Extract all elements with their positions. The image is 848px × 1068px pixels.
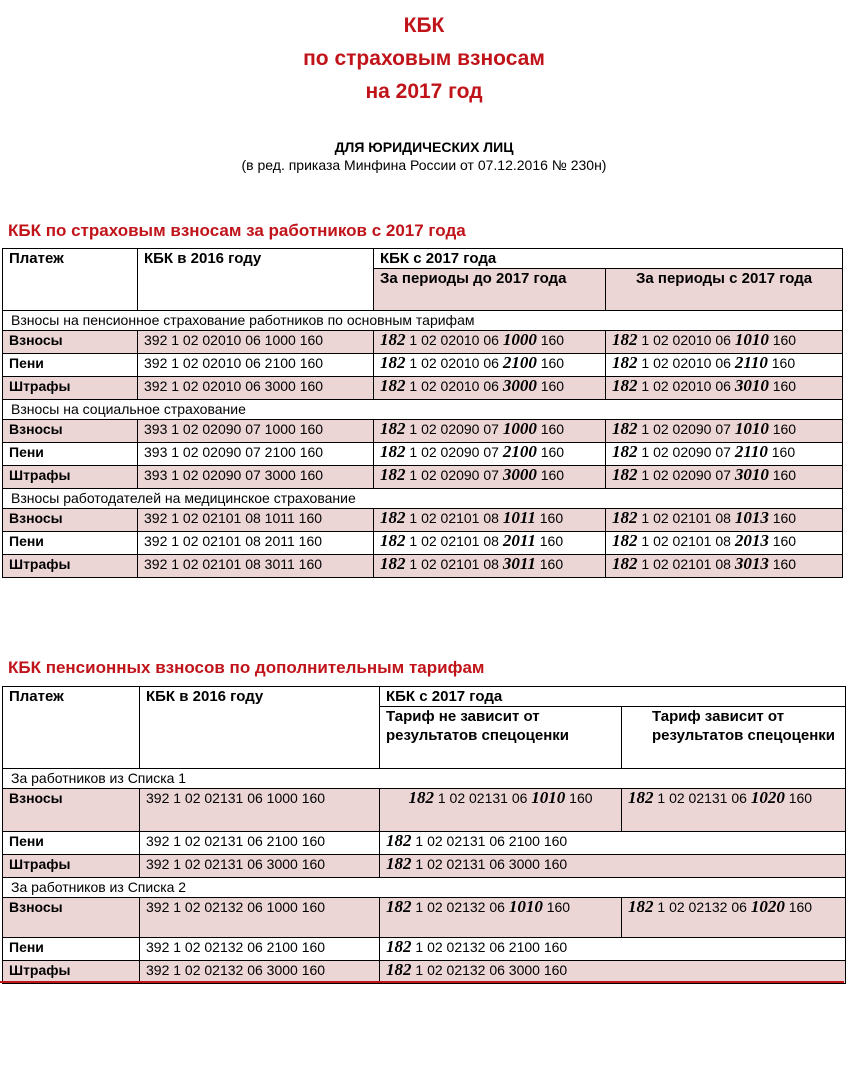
group-title-row: Взносы на социальное страхование <box>3 400 843 420</box>
kbk-admin-code: 182 <box>612 508 638 527</box>
kbk-admin-code: 182 <box>612 376 638 395</box>
kbk-code-middle: 1 02 02132 06 3000 160 <box>415 962 568 978</box>
kbk-before-2017-value <box>374 443 606 466</box>
payment-label: Взносы <box>3 898 140 938</box>
kbk-before-2017-value <box>374 555 606 578</box>
kbk-2016-value: 392 1 02 02101 08 2011 160 <box>138 532 374 555</box>
kbk-type-code: 1011 <box>502 508 536 527</box>
col-header-kbk-2016: КБК в 2016 году <box>140 687 380 769</box>
kbk-2016-value: 392 1 02 02131 06 3000 160 <box>140 855 380 878</box>
kbk-type-code: 1010 <box>734 419 769 438</box>
kbk-code-middle: 1 02 02010 06 <box>641 355 731 371</box>
kbk-admin-code: 182 <box>386 937 412 956</box>
table-row <box>3 532 843 555</box>
group-title-row: Взносы работодателей на медицинское страхование <box>3 489 843 509</box>
payment-label: Взносы <box>3 509 138 532</box>
kbk-before-2017-value <box>374 532 606 555</box>
table-row <box>3 354 843 377</box>
payment-label: Пени <box>3 938 140 961</box>
page-title-line-3: на 2017 год <box>365 80 483 103</box>
kbk-admin-code: 182 <box>380 554 406 573</box>
kbk-code-suffix: 160 <box>546 899 571 915</box>
payment-label: Штрафы <box>3 377 138 400</box>
document-note: (в ред. приказа Минфина России от 07.12.2016 № 230н) <box>241 157 607 173</box>
kbk-code-middle: 1 02 02101 08 <box>641 533 731 549</box>
kbk-tariff-independent-value <box>380 789 622 832</box>
payment-label: Штрафы <box>3 855 140 878</box>
kbk-from-2017-value <box>380 832 846 855</box>
kbk-code-middle: 1 02 02090 07 <box>641 421 731 437</box>
kbk-type-code: 3011 <box>502 554 536 573</box>
kbk-type-code: 1020 <box>750 897 785 916</box>
col-header-kbk-2017: КБК с 2017 года <box>380 687 846 707</box>
kbk-code-middle: 1 02 02131 06 <box>657 790 747 806</box>
kbk-code-suffix: 160 <box>772 510 797 526</box>
kbk-type-code: 2100 <box>502 353 537 372</box>
kbk-type-code: 1010 <box>734 330 769 349</box>
kbk-admin-code: 182 <box>386 854 412 873</box>
kbk-admin-code: 182 <box>380 419 406 438</box>
kbk-from-2017-value <box>606 331 843 354</box>
kbk-code-middle: 1 02 02131 06 3000 160 <box>415 856 568 872</box>
kbk-tariff-dependent-value <box>622 898 846 938</box>
kbk-code-middle: 1 02 02090 07 <box>409 467 499 483</box>
kbk-admin-code: 182 <box>380 353 406 372</box>
table-row <box>3 509 843 532</box>
page-title-line-1: КБК <box>403 14 445 37</box>
kbk-type-code: 3013 <box>734 554 769 573</box>
kbk-code-middle: 1 02 02101 08 <box>409 533 499 549</box>
document-subtitle: ДЛЯ ЮРИДИЧЕСКИХ ЛИЦ <box>334 139 514 155</box>
kbk-code-middle: 1 02 02101 08 <box>641 510 731 526</box>
kbk-code-suffix: 160 <box>788 790 813 806</box>
payment-label: Пени <box>3 832 140 855</box>
kbk-type-code: 1010 <box>531 788 566 807</box>
kbk-code-middle: 1 02 02131 06 2100 160 <box>415 833 568 849</box>
kbk-admin-code: 182 <box>380 531 406 550</box>
kbk-code-middle: 1 02 02010 06 <box>641 378 731 394</box>
kbk-code-suffix: 160 <box>788 899 813 915</box>
kbk-admin-code: 182 <box>612 419 638 438</box>
kbk-type-code: 1000 <box>502 419 537 438</box>
kbk-2016-value: 392 1 02 02131 06 2100 160 <box>140 832 380 855</box>
table-row <box>3 555 843 578</box>
kbk-code-middle: 1 02 02010 06 <box>641 332 731 348</box>
table2-heading: КБК пенсионных взносов по дополнительным тарифам <box>8 658 485 677</box>
table-row <box>3 466 843 489</box>
kbk-type-code: 2100 <box>502 442 537 461</box>
kbk-from-2017-value <box>606 555 843 578</box>
kbk-admin-code: 182 <box>380 465 406 484</box>
payment-label: Взносы <box>3 420 138 443</box>
kbk-code-suffix: 160 <box>772 332 797 348</box>
kbk-2016-value: 392 1 02 02101 08 3011 160 <box>138 555 374 578</box>
kbk-code-middle: 1 02 02010 06 <box>409 355 499 371</box>
kbk-admin-code: 182 <box>612 465 638 484</box>
table-row <box>3 331 843 354</box>
kbk-code-middle: 1 02 02132 06 2100 160 <box>415 939 568 955</box>
kbk-code-middle: 1 02 02132 06 <box>415 899 505 915</box>
table-row <box>3 898 846 938</box>
kbk-code-suffix: 160 <box>539 533 564 549</box>
kbk-2016-value: 392 1 02 02132 06 2100 160 <box>140 938 380 961</box>
group-title-row: За работников из Списка 1 <box>3 769 846 789</box>
kbk-admin-code: 182 <box>408 788 434 807</box>
kbk-type-code: 3010 <box>734 376 769 395</box>
kbk-code-middle: 1 02 02010 06 <box>409 378 499 394</box>
kbk-tariff-independent-value <box>380 898 622 938</box>
kbk-from-2017-value <box>606 377 843 400</box>
kbk-code-suffix: 160 <box>539 510 564 526</box>
kbk-type-code: 3010 <box>734 465 769 484</box>
group-title-row: Взносы на пенсионное страхование работников по основным тарифам <box>3 311 843 331</box>
kbk-2016-value: 393 1 02 02090 07 1000 160 <box>138 420 374 443</box>
kbk-2016-value: 393 1 02 02090 07 2100 160 <box>138 443 374 466</box>
kbk-from-2017-value <box>606 466 843 489</box>
kbk-code-suffix: 160 <box>772 378 797 394</box>
kbk-code-middle: 1 02 02090 07 <box>641 467 731 483</box>
kbk-admin-code: 182 <box>612 531 638 550</box>
kbk-2016-value: 392 1 02 02010 06 3000 160 <box>138 377 374 400</box>
col-header-periods-from-2017: За периоды с 2017 года <box>606 269 843 311</box>
table-row <box>3 443 843 466</box>
kbk-2016-value: 392 1 02 02132 06 1000 160 <box>140 898 380 938</box>
payment-label: Взносы <box>3 789 140 832</box>
col-header-payment: Платеж <box>3 249 138 311</box>
col-header-kbk-2016: КБК в 2016 году <box>138 249 374 311</box>
kbk-2016-value: 392 1 02 02132 06 3000 160 <box>140 961 380 984</box>
group-title-row: За работников из Списка 2 <box>3 878 846 898</box>
kbk-from-2017-value <box>380 855 846 878</box>
table-row <box>3 938 846 961</box>
kbk-2016-value: 392 1 02 02101 08 1011 160 <box>138 509 374 532</box>
table-row <box>3 855 846 878</box>
table-row <box>3 377 843 400</box>
kbk-from-2017-value <box>606 420 843 443</box>
kbk-before-2017-value <box>374 354 606 377</box>
kbk-code-suffix: 160 <box>540 444 565 460</box>
kbk-admin-code: 182 <box>612 353 638 372</box>
kbk-type-code: 3000 <box>502 376 537 395</box>
payment-label: Штрафы <box>3 466 138 489</box>
kbk-type-code: 1013 <box>734 508 769 527</box>
kbk-admin-code: 182 <box>386 960 412 979</box>
kbk-code-suffix: 160 <box>771 355 796 371</box>
kbk-type-code: 2013 <box>734 531 769 550</box>
kbk-admin-code: 182 <box>628 897 654 916</box>
kbk-code-suffix: 160 <box>772 556 797 572</box>
kbk-2016-value: 393 1 02 02090 07 3000 160 <box>138 466 374 489</box>
additional-tariffs-kbk-table <box>2 686 846 984</box>
kbk-type-code: 2110 <box>734 353 768 372</box>
col-header-tariff-dependent: Тариф зависит от результатов спецоценки <box>622 707 846 769</box>
table-row <box>3 420 843 443</box>
kbk-code-middle: 1 02 02090 07 <box>641 444 731 460</box>
payment-label: Пени <box>3 443 138 466</box>
kbk-code-suffix: 160 <box>540 332 565 348</box>
kbk-code-middle: 1 02 02090 07 <box>409 444 499 460</box>
kbk-code-suffix: 160 <box>540 355 565 371</box>
kbk-admin-code: 182 <box>386 831 412 850</box>
kbk-type-code: 2110 <box>734 442 768 461</box>
kbk-code-suffix: 160 <box>540 421 565 437</box>
kbk-code-middle: 1 02 02132 06 <box>657 899 747 915</box>
kbk-admin-code: 182 <box>612 330 638 349</box>
kbk-admin-code: 182 <box>380 508 406 527</box>
kbk-code-middle: 1 02 02101 08 <box>409 510 499 526</box>
page-title-line-2: по страховым взносам <box>303 47 545 70</box>
payment-label: Взносы <box>3 331 138 354</box>
kbk-from-2017-value <box>606 509 843 532</box>
payment-label: Штрафы <box>3 555 138 578</box>
kbk-type-code: 1010 <box>508 897 543 916</box>
kbk-before-2017-value <box>374 377 606 400</box>
kbk-code-suffix: 160 <box>540 378 565 394</box>
col-header-tariff-independent: Тариф не зависит от результатов спецоценки <box>380 707 622 769</box>
kbk-admin-code: 182 <box>380 330 406 349</box>
kbk-type-code: 2011 <box>502 531 536 550</box>
kbk-2016-value: 392 1 02 02010 06 2100 160 <box>138 354 374 377</box>
kbk-code-suffix: 160 <box>771 444 796 460</box>
kbk-admin-code: 182 <box>380 376 406 395</box>
employees-kbk-table <box>2 248 843 578</box>
kbk-before-2017-value <box>374 509 606 532</box>
col-header-payment: Платеж <box>3 687 140 769</box>
col-header-kbk-2017: КБК с 2017 года <box>374 249 843 269</box>
kbk-tariff-dependent-value <box>622 789 846 832</box>
table-row <box>3 789 846 832</box>
kbk-admin-code: 182 <box>386 897 412 916</box>
kbk-code-suffix: 160 <box>569 790 593 806</box>
kbk-before-2017-value <box>374 331 606 354</box>
col-header-periods-before-2017: За периоды до 2017 года <box>374 269 606 311</box>
payment-label: Штрафы <box>3 961 140 984</box>
kbk-type-code: 1020 <box>750 788 785 807</box>
kbk-code-suffix: 160 <box>539 556 564 572</box>
kbk-admin-code: 182 <box>628 788 654 807</box>
bottom-red-rule <box>0 981 844 983</box>
kbk-code-middle: 1 02 02131 06 <box>437 790 528 806</box>
kbk-from-2017-value <box>380 938 846 961</box>
kbk-code-middle: 1 02 02090 07 <box>409 421 499 437</box>
kbk-from-2017-value <box>606 354 843 377</box>
payment-label: Пени <box>3 532 138 555</box>
kbk-type-code: 3000 <box>502 465 537 484</box>
kbk-code-suffix: 160 <box>772 533 797 549</box>
kbk-2016-value: 392 1 02 02010 06 1000 160 <box>138 331 374 354</box>
payment-label: Пени <box>3 354 138 377</box>
kbk-code-middle: 1 02 02101 08 <box>409 556 499 572</box>
kbk-before-2017-value <box>374 466 606 489</box>
table-row <box>3 832 846 855</box>
kbk-admin-code: 182 <box>612 554 638 573</box>
kbk-from-2017-value <box>606 532 843 555</box>
kbk-admin-code: 182 <box>612 442 638 461</box>
kbk-type-code: 1000 <box>502 330 537 349</box>
kbk-code-suffix: 160 <box>772 421 797 437</box>
table1-heading: КБК по страховым взносам за работников с 2017 года <box>8 221 466 240</box>
kbk-code-middle: 1 02 02101 08 <box>641 556 731 572</box>
kbk-code-suffix: 160 <box>772 467 797 483</box>
kbk-before-2017-value <box>374 420 606 443</box>
kbk-from-2017-value <box>606 443 843 466</box>
kbk-code-suffix: 160 <box>540 467 565 483</box>
kbk-code-middle: 1 02 02010 06 <box>409 332 499 348</box>
kbk-2016-value: 392 1 02 02131 06 1000 160 <box>140 789 380 832</box>
kbk-admin-code: 182 <box>380 442 406 461</box>
